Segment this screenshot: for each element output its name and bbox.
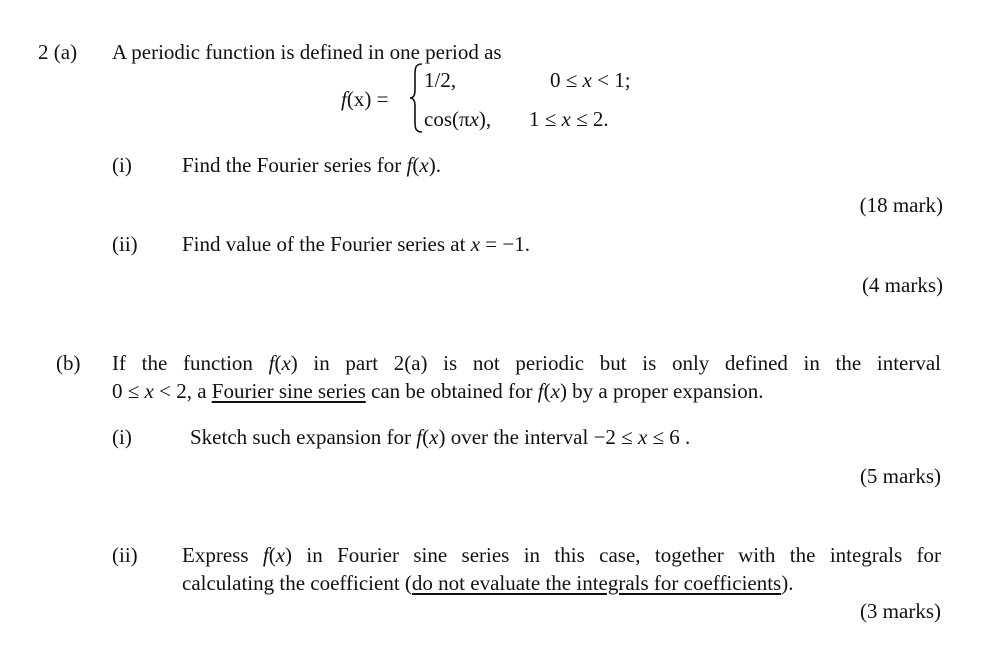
part-b-ii-marks: (3 marks): [859, 599, 941, 623]
part-a-ii-label: (ii): [112, 232, 138, 256]
part-b-i-text: Sketch such expansion for f(x) over the interval −2 ≤ x ≤ 6 .: [190, 425, 691, 449]
part-a-ii-marks: (4 marks): [861, 273, 943, 297]
part-b-i-marks: (5 marks): [859, 464, 941, 488]
part-b-line1: If the function f(x) in part 2(a) is not periodic but is only defined in the interval: [112, 351, 941, 375]
case2-condition: 1 ≤ x ≤ 2.: [529, 107, 609, 131]
part-b-ii-line2: calculating the coefficient (do not evaluate the integrals for coefficients).: [182, 571, 794, 595]
question-number: 2 (a): [38, 40, 78, 64]
case1-condition: 0 ≤ x < 1;: [550, 68, 631, 92]
part-a-i-marks: (18 mark): [859, 193, 943, 217]
case1-value: 1/2,: [424, 68, 457, 92]
intro-text: A periodic function is defined in one period as: [112, 40, 502, 64]
part-b-i-label: (i): [112, 425, 132, 449]
part-b-ii-line1: Express f(x) in Fourier sine series in this case, together with the integrals for: [182, 543, 941, 567]
part-b-ii-label: (ii): [112, 543, 138, 567]
part-a-i-text: Find the Fourier series for f(x).: [182, 153, 441, 177]
case2-value: cos(πx),: [424, 107, 492, 131]
part-b-line2: 0 ≤ x < 2, a Fourier sine series can be obtained for f(x) by a proper expansion.: [112, 379, 764, 403]
function-lhs: f(x) =: [341, 87, 389, 111]
part-a-i-label: (i): [112, 153, 132, 177]
left-brace-icon: [408, 62, 424, 134]
fourier-sine-series-underlined: Fourier sine series: [211, 379, 366, 403]
part-b-label: (b): [56, 351, 81, 375]
part-a-ii-text: Find value of the Fourier series at x = −1.: [182, 232, 530, 256]
do-not-evaluate-underlined: do not evaluate the integrals for coefficients: [411, 571, 782, 595]
